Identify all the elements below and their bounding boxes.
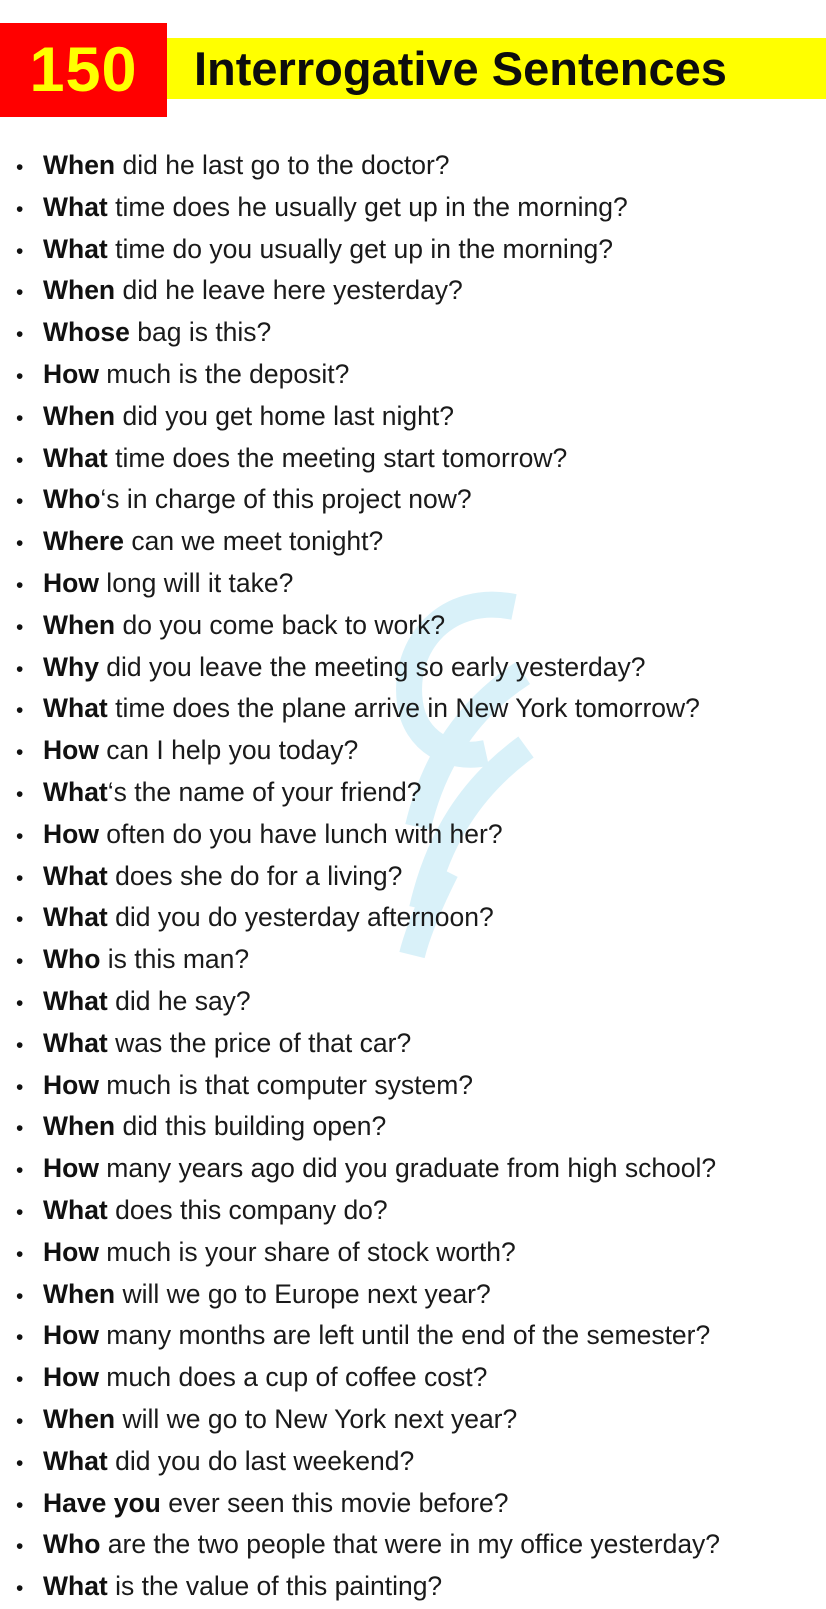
question-word: How — [43, 1236, 99, 1267]
list-item — [14, 1275, 820, 1317]
bullet-icon: • — [16, 1117, 24, 1141]
question-word: What — [43, 1571, 108, 1602]
question-word: When — [43, 275, 116, 306]
question-rest: time does the meeting start tomorrow? — [107, 442, 568, 473]
question-rest: did he leave here yesterday? — [115, 275, 463, 306]
bullet-icon: • — [16, 657, 24, 681]
question-word: How — [43, 1320, 99, 1351]
question-word: What — [43, 776, 108, 807]
list-item — [14, 480, 820, 522]
list-item — [14, 1358, 820, 1400]
question-word: What — [43, 1445, 108, 1476]
question-word: How — [43, 818, 99, 849]
bullet-icon: • — [16, 1242, 24, 1266]
question-rest: does she do for a living? — [107, 860, 403, 891]
question-list — [14, 146, 820, 1609]
bullet-icon: • — [16, 950, 24, 974]
question-word: How — [43, 1069, 99, 1100]
list-item — [14, 1442, 820, 1484]
list-item — [14, 773, 820, 815]
count-badge-number: 150 — [29, 35, 138, 105]
list-item — [14, 689, 820, 731]
question-rest: much does a cup of coffee cost? — [98, 1362, 488, 1393]
page-title: Interrogative Sentences — [194, 42, 727, 95]
list-item — [14, 1107, 820, 1149]
question-rest: does this company do? — [107, 1194, 388, 1225]
list-item — [14, 898, 820, 940]
bullet-icon: • — [16, 448, 24, 472]
question-word: How — [43, 1153, 99, 1184]
question-word: What — [43, 191, 108, 222]
list-item — [14, 188, 820, 230]
bullet-icon: • — [16, 615, 24, 639]
question-rest: bag is this? — [129, 317, 272, 348]
question-word: What — [43, 442, 108, 473]
question-word: Why — [43, 651, 99, 682]
list-item — [14, 1484, 820, 1526]
bullet-icon: • — [16, 406, 24, 430]
bullet-icon: • — [16, 866, 24, 890]
bullet-icon: • — [16, 1284, 24, 1308]
list-item — [14, 355, 820, 397]
bullet-icon: • — [16, 908, 24, 932]
question-word: Who — [43, 484, 101, 515]
bullet-icon: • — [16, 1451, 24, 1475]
question-rest: did you do yesterday afternoon? — [107, 902, 494, 933]
question-rest: was the price of that car? — [107, 1027, 412, 1058]
bullet-icon: • — [16, 532, 24, 556]
bullet-icon: • — [16, 741, 24, 765]
question-word: Have you — [43, 1487, 161, 1518]
bullet-icon: • — [16, 1326, 24, 1350]
question-word: What — [43, 902, 108, 933]
list-item — [14, 1316, 820, 1358]
bullet-icon: • — [16, 991, 24, 1015]
question-word: How — [43, 1362, 99, 1393]
list-item — [14, 982, 820, 1024]
question-rest: ‘s in charge of this project now? — [100, 484, 472, 515]
question-word: When — [43, 1111, 116, 1142]
question-rest: time does he usually get up in the morning? — [107, 191, 628, 222]
list-item — [14, 1233, 820, 1275]
list-item — [14, 1024, 820, 1066]
list-item — [14, 439, 820, 481]
bullet-icon: • — [16, 1159, 24, 1183]
list-item — [14, 271, 820, 313]
question-rest: long will it take? — [98, 567, 294, 598]
question-rest: many months are left until the end of the semester? — [98, 1320, 711, 1351]
bullet-icon: • — [16, 156, 24, 179]
question-word: Who — [43, 944, 101, 975]
question-word: How — [43, 567, 99, 598]
list-item — [14, 606, 820, 648]
list-item — [14, 1191, 820, 1233]
question-word: Where — [43, 526, 124, 557]
question-word: What — [43, 233, 108, 264]
bullet-icon: • — [16, 1535, 24, 1559]
bullet-icon: • — [16, 1368, 24, 1392]
list-item — [14, 313, 820, 355]
question-rest: can we meet tonight? — [124, 526, 384, 557]
list-item — [14, 1525, 820, 1567]
bullet-icon: • — [16, 281, 24, 305]
list-item — [14, 146, 820, 188]
question-word: What — [43, 693, 108, 724]
question-rest: did you leave the meeting so early yesterday? — [98, 651, 646, 682]
bullet-icon: • — [16, 1577, 24, 1601]
question-rest: did he last go to the doctor? — [115, 150, 450, 180]
question-word: When — [43, 609, 116, 640]
bullet-icon: • — [16, 490, 24, 514]
question-word: How — [43, 735, 99, 766]
list-item — [14, 1149, 820, 1191]
question-rest: is the value of this painting? — [107, 1571, 443, 1602]
bullet-icon: • — [16, 1409, 24, 1433]
question-rest: time does the plane arrive in New York tomorrow? — [107, 693, 700, 724]
question-rest: will we go to Europe next year? — [115, 1278, 491, 1309]
list-item — [14, 731, 820, 773]
question-rest: many years ago did you graduate from high school? — [98, 1153, 717, 1184]
question-rest: is this man? — [100, 944, 250, 975]
bullet-icon: • — [16, 239, 24, 263]
question-word: Who — [43, 1529, 101, 1560]
list-item — [14, 857, 820, 899]
question-word: How — [43, 358, 99, 389]
list-item — [14, 1567, 820, 1609]
bullet-icon: • — [16, 782, 24, 806]
question-word: Whose — [43, 317, 130, 348]
bullet-icon: • — [16, 323, 24, 347]
question-rest: did you do last weekend? — [107, 1445, 415, 1476]
question-rest: can I help you today? — [98, 735, 359, 766]
question-rest: much is that computer system? — [98, 1069, 474, 1100]
question-word: When — [43, 400, 116, 431]
bullet-icon: • — [16, 197, 24, 221]
list-item — [14, 522, 820, 564]
question-rest: much is the deposit? — [98, 358, 350, 389]
count-badge — [0, 23, 167, 117]
question-rest: ‘s the name of your friend? — [107, 776, 422, 807]
bullet-icon: • — [16, 699, 24, 723]
question-word: When — [43, 1403, 116, 1434]
list-item — [14, 564, 820, 606]
question-rest: did he say? — [107, 985, 251, 1016]
list-item — [14, 1066, 820, 1108]
question-rest: did this building open? — [115, 1111, 387, 1142]
question-rest: are the two people that were in my office yesterday? — [100, 1529, 721, 1560]
question-rest: much is your share of stock worth? — [98, 1236, 516, 1267]
question-word: What — [43, 860, 108, 891]
list-item — [14, 940, 820, 982]
bullet-icon: • — [16, 1200, 24, 1224]
question-word: What — [43, 985, 108, 1016]
bullet-icon: • — [16, 1493, 24, 1517]
question-rest: time do you usually get up in the morning? — [107, 233, 614, 264]
bullet-icon: • — [16, 1075, 24, 1099]
question-rest: do you come back to work? — [115, 609, 446, 640]
bullet-icon: • — [16, 824, 24, 848]
question-word: What — [43, 1027, 108, 1058]
question-word: When — [43, 1278, 116, 1309]
list-item — [14, 648, 820, 690]
bullet-icon: • — [16, 573, 24, 597]
question-rest: will we go to New York next year? — [115, 1403, 518, 1434]
question-rest: ever seen this movie before? — [160, 1487, 509, 1518]
question-word: What — [43, 1194, 108, 1225]
bullet-icon: • — [16, 1033, 24, 1057]
question-word: When — [43, 150, 116, 180]
list-item — [14, 397, 820, 439]
list-item — [14, 230, 820, 272]
question-rest: often do you have lunch with her? — [98, 818, 503, 849]
list-item — [14, 1400, 820, 1442]
bullet-icon: • — [16, 364, 24, 388]
list-item — [14, 815, 820, 857]
question-rest: did you get home last night? — [115, 400, 454, 431]
header-banner — [167, 38, 826, 99]
